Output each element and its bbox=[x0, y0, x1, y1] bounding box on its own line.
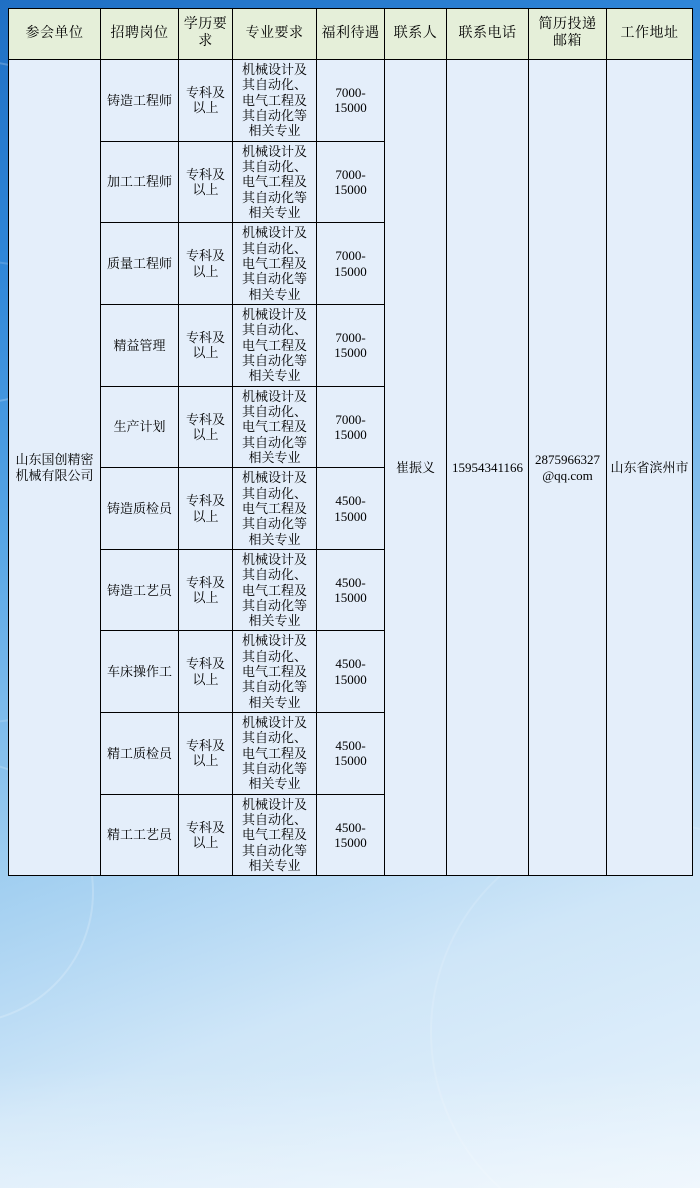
column-header-contact-person: 联系人 bbox=[385, 9, 447, 60]
cell-salary: 4500-15000 bbox=[317, 794, 385, 876]
cell-education: 专科及以上 bbox=[179, 141, 233, 223]
cell-major: 机械设计及其自动化、电气工程及其自动化等相关专业 bbox=[233, 386, 317, 468]
cell-post: 铸造工程师 bbox=[101, 60, 179, 142]
cell-salary: 4500-15000 bbox=[317, 549, 385, 631]
cell-major: 机械设计及其自动化、电气工程及其自动化等相关专业 bbox=[233, 631, 317, 713]
cell-major: 机械设计及其自动化、电气工程及其自动化等相关专业 bbox=[233, 468, 317, 550]
cell-salary: 4500-15000 bbox=[317, 631, 385, 713]
column-header-major: 专业要求 bbox=[233, 9, 317, 60]
cell-education: 专科及以上 bbox=[179, 794, 233, 876]
table-header-row bbox=[9, 9, 693, 60]
column-header-salary: 福利待遇 bbox=[317, 9, 385, 60]
cell-post: 加工工程师 bbox=[101, 141, 179, 223]
cell-education: 专科及以上 bbox=[179, 631, 233, 713]
cell-post: 生产计划 bbox=[101, 386, 179, 468]
cell-salary: 4500-15000 bbox=[317, 713, 385, 795]
cell-education: 专科及以上 bbox=[179, 713, 233, 795]
cell-major: 机械设计及其自动化、电气工程及其自动化等相关专业 bbox=[233, 304, 317, 386]
cell-education: 专科及以上 bbox=[179, 386, 233, 468]
recruitment-table bbox=[8, 8, 693, 876]
cell-major: 机械设计及其自动化、电气工程及其自动化等相关专业 bbox=[233, 549, 317, 631]
column-header-education: 学历要求 bbox=[179, 9, 233, 60]
cell-address: 山东省滨州市 bbox=[607, 60, 693, 876]
cell-salary: 7000-15000 bbox=[317, 141, 385, 223]
cell-company: 山东国创精密机械有限公司 bbox=[9, 60, 101, 876]
cell-salary: 4500-15000 bbox=[317, 468, 385, 550]
column-header-contact-phone: 联系电话 bbox=[447, 9, 529, 60]
decorative-wave bbox=[0, 1068, 700, 1188]
cell-post: 精益管理 bbox=[101, 304, 179, 386]
cell-salary: 7000-15000 bbox=[317, 60, 385, 142]
column-header-email: 简历投递邮箱 bbox=[529, 9, 607, 60]
column-header-post: 招聘岗位 bbox=[101, 9, 179, 60]
cell-education: 专科及以上 bbox=[179, 468, 233, 550]
cell-post: 车床操作工 bbox=[101, 631, 179, 713]
cell-education: 专科及以上 bbox=[179, 223, 233, 305]
cell-post: 铸造工艺员 bbox=[101, 549, 179, 631]
cell-contact-person: 崔振义 bbox=[385, 60, 447, 876]
cell-salary: 7000-15000 bbox=[317, 304, 385, 386]
cell-salary: 7000-15000 bbox=[317, 223, 385, 305]
cell-post: 精工质检员 bbox=[101, 713, 179, 795]
cell-contact-phone: 15954341166 bbox=[447, 60, 529, 876]
cell-major: 机械设计及其自动化、电气工程及其自动化等相关专业 bbox=[233, 141, 317, 223]
cell-major: 机械设计及其自动化、电气工程及其自动化等相关专业 bbox=[233, 713, 317, 795]
cell-education: 专科及以上 bbox=[179, 60, 233, 142]
cell-major: 机械设计及其自动化、电气工程及其自动化等相关专业 bbox=[233, 794, 317, 876]
cell-post: 铸造质检员 bbox=[101, 468, 179, 550]
cell-major: 机械设计及其自动化、电气工程及其自动化等相关专业 bbox=[233, 60, 317, 142]
cell-post: 精工工艺员 bbox=[101, 794, 179, 876]
column-header-company: 参会单位 bbox=[9, 9, 101, 60]
cell-email: 2875966327@qq.com bbox=[529, 60, 607, 876]
cell-education: 专科及以上 bbox=[179, 304, 233, 386]
column-header-address: 工作地址 bbox=[607, 9, 693, 60]
table-row bbox=[9, 60, 693, 142]
cell-major: 机械设计及其自动化、电气工程及其自动化等相关专业 bbox=[233, 223, 317, 305]
cell-education: 专科及以上 bbox=[179, 549, 233, 631]
cell-salary: 7000-15000 bbox=[317, 386, 385, 468]
cell-post: 质量工程师 bbox=[101, 223, 179, 305]
